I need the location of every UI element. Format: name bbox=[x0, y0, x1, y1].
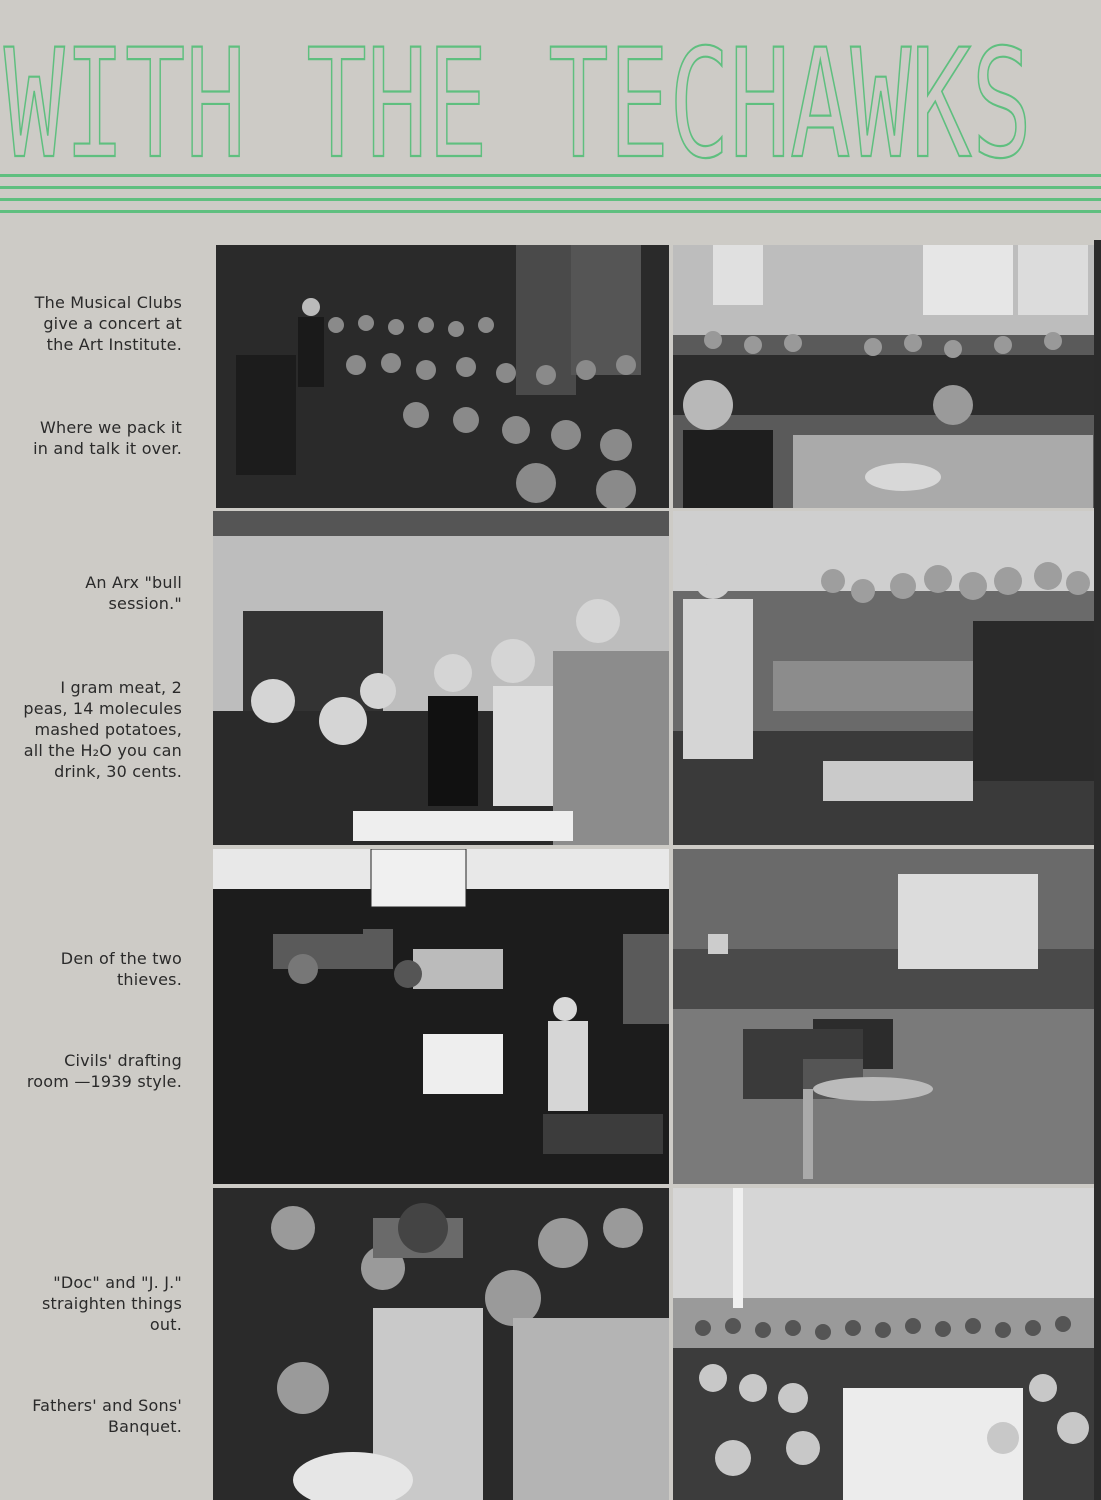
caption-musical-clubs: The Musical Clubs give a concert at the Art Institute. bbox=[34, 293, 182, 354]
cafeteria-tables-photo bbox=[673, 245, 1094, 508]
caption-drafting-room: Civils' drafting room —1939 style. bbox=[26, 1051, 182, 1091]
banquet-photo bbox=[673, 1188, 1094, 1500]
rule-line bbox=[0, 198, 1101, 201]
caption-doc-jj: "Doc" and "J. J." straighten things out. bbox=[42, 1273, 182, 1334]
concert-photo bbox=[216, 245, 669, 508]
caption-den: Den of the two thieves. bbox=[60, 949, 182, 989]
rule-line bbox=[0, 186, 1101, 189]
crowd-photo bbox=[213, 1188, 669, 1500]
page-title bbox=[0, 38, 1101, 168]
caption-bull-session: An Arx "bull session." bbox=[85, 573, 182, 613]
caption-pack-it-in: Where we pack it in and talk it over. bbox=[33, 418, 182, 458]
rule-line bbox=[0, 174, 1101, 177]
caption-gram-meat: I gram meat, 2 peas, 14 molecules mashed potatoes, all the H₂O you can drink, 30 cents. bbox=[23, 678, 182, 781]
bull-session-photo bbox=[213, 511, 669, 845]
drafting-room-photo bbox=[673, 849, 1094, 1184]
binding-edge bbox=[1094, 240, 1101, 1500]
header-rules bbox=[0, 172, 1101, 216]
page-title-text: WITH THE TECHAWKS bbox=[4, 38, 1032, 168]
den-photo bbox=[213, 849, 669, 1184]
rule-line bbox=[0, 210, 1101, 213]
serving-line-photo bbox=[673, 511, 1094, 845]
caption-banquet: Fathers' and Sons' Banquet. bbox=[32, 1396, 182, 1436]
